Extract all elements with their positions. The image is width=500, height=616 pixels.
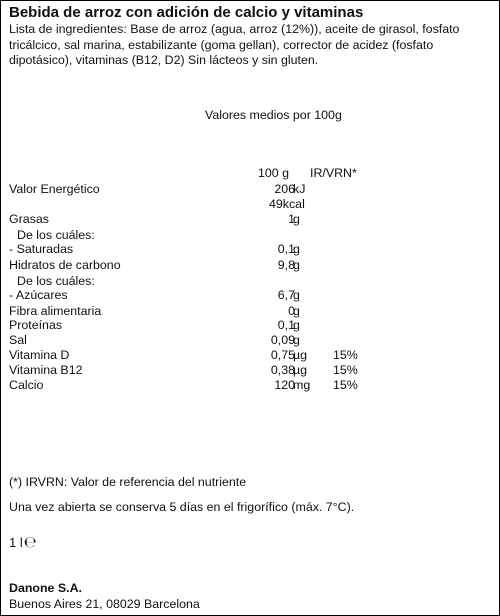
nutrient-unit: g [293,258,300,272]
nutrient-unit: g [293,212,300,226]
nutrient-row [0,288,500,304]
volume [9,533,37,551]
nutrient-name: - Azúcares [9,288,68,302]
nutrient-name: Calcio [9,378,44,392]
nutrient-unit: µg [293,363,308,377]
estimated-sign-icon: ℮ [23,533,37,551]
serving-header: Valores medios por 100g [205,108,342,122]
nutrient-name: Fibra alimentaria [9,304,102,318]
nutrient-value: 0,38 [270,363,295,377]
column-header-quantity: 100 g [258,166,290,180]
nutrient-value: 0,1 [277,242,295,256]
storage-instructions: Una vez abierta se conserva 5 días en el frigorífico (máx. 7°C). [9,500,355,514]
nutrient-percent: 15% [333,378,358,392]
nutrient-percent: 15% [333,348,358,362]
nutrient-name: Sal [9,333,27,347]
nutrient-name: Valor Energético [9,182,100,196]
nutrient-value: 0 [288,304,295,318]
company-address: Buenos Aires 21, 08029 Barcelona [9,597,200,611]
nutrient-row [0,348,500,364]
nutrient-name: Hidratos de carbono [9,258,121,272]
nutrient-name: - Saturadas [9,242,74,256]
nutrient-value: 0,09 [270,333,295,347]
nutrient-row [0,242,500,258]
nutrient-unit: g [293,333,300,347]
ingredients-list: Lista de ingredientes: Base de arroz (agua, arroz (12%)), aceite de girasol, fosfato tricálcico, sal marina, estabilizante (goma gellan), corrector de acidez (fosfato dipotásico), vitaminas (B12, D2) Sin lácteos y sin gluten. [9,22,460,67]
volume-text: 1 l [9,535,23,550]
nutrient-row [0,258,500,274]
nutrient-value: 0,75 [270,348,295,362]
nutrient-name: De los cuáles: [17,228,95,242]
nutrient-row [0,182,500,198]
nutrient-unit: mg [293,378,311,392]
product-title: Bebida de arroz con adición de calcio y vitaminas [9,4,364,21]
footnote: (*) IRVRN: Valor de referencia del nutriente [9,475,247,489]
nutrient-value: 6,7 [277,288,295,302]
nutrient-row [0,333,500,349]
nutrient-name: Grasas [9,212,49,226]
column-header-ir: IR/VRN* [310,166,357,180]
nutrient-row [0,363,500,379]
nutrient-name: Proteínas [9,318,63,332]
nutrient-unit: g [293,304,300,318]
nutrient-value: 120 [274,378,295,392]
nutrient-name: Vitamina B12 [9,363,83,377]
nutrient-name: Vitamina D [9,348,70,362]
company-name: Danone S.A. [9,581,82,595]
nutrient-unit: g [293,288,300,302]
nutrient-name: De los cuáles: [17,274,95,288]
nutrient-value: 206 [274,182,295,196]
nutrient-row [0,212,500,228]
nutrient-unit: kJ [293,182,306,196]
nutrient-row [0,318,500,334]
nutrient-percent: 15% [333,363,358,377]
nutrient-unit: µg [293,348,308,362]
nutrient-value: 1 [288,212,295,226]
energy-kcal-value: 49kcal [269,197,305,211]
nutrient-value: 9,8 [277,258,295,272]
nutrient-unit: g [293,242,300,256]
nutrient-unit: g [293,318,300,332]
nutrient-row [0,378,500,394]
nutrient-value: 0,1 [277,318,295,332]
